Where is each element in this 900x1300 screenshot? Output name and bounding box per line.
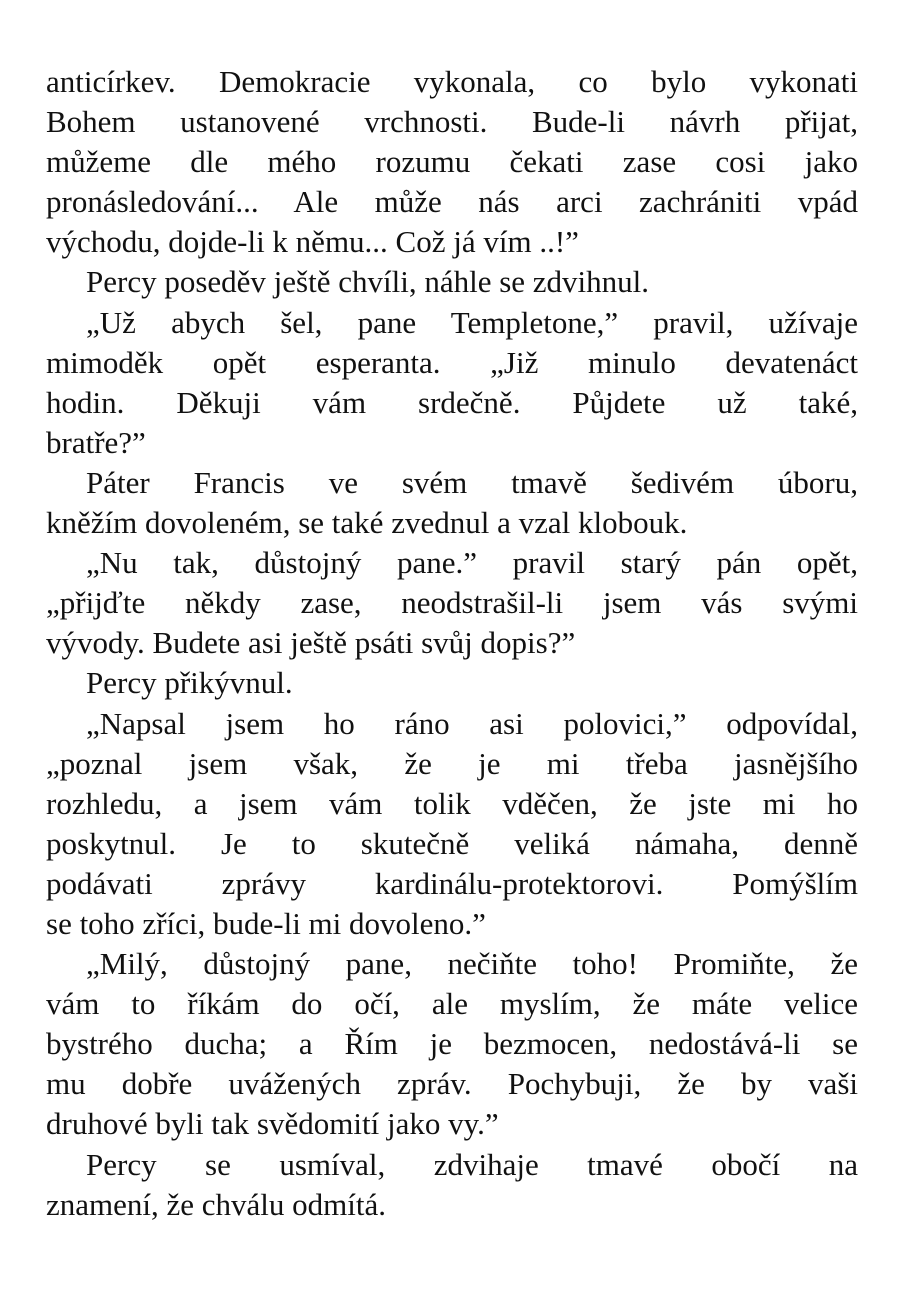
- text-line: mimoděk opět esperanta. „Již minulo devatenáct: [46, 344, 858, 380]
- paragraph: [46, 543, 858, 663]
- paragraph: [46, 303, 858, 463]
- text-line: vám to říkám do očí, ale myslím, že máte velice: [46, 986, 858, 1022]
- paragraph: [46, 463, 858, 543]
- text-line: znamení, že chválu odmítá.: [46, 1186, 387, 1222]
- text-line: „Napsal jsem ho ráno asi polovici,” odpovídal,: [86, 705, 858, 741]
- text-line: se toho zříci, bude-li mi dovoleno.”: [46, 905, 486, 941]
- text-line: „poznal jsem však, že je mi třeba jasnějšího: [46, 745, 858, 781]
- text-line: pronásledování... Ale může nás arci zachrániti vpád: [46, 184, 858, 220]
- text-line: vývody. Budete asi ještě psáti svůj dopis?”: [46, 625, 576, 661]
- text-line: anticírkev. Demokracie vykonala, co bylo vykonati: [46, 64, 858, 99]
- text-line: bratře?”: [46, 424, 146, 460]
- text-line: rozhledu, a jsem vám tolik vděčen, že jste mi ho: [46, 785, 858, 821]
- text-line: „Nu tak, důstojný pane.” pravil starý pán opět,: [86, 545, 858, 581]
- text-line: můžeme dle mého rozumu čekati zase cosi jako: [46, 144, 858, 180]
- paragraph: [46, 663, 858, 703]
- text-line: „přijďte někdy zase, neodstrašil-li jsem vás svými: [46, 585, 858, 621]
- text-line: Percy se usmíval, zdvihaje tmavé obočí na: [86, 1146, 858, 1182]
- text-line: Bohem ustanovené vrchnosti. Bude-li návrh přijat,: [46, 104, 858, 140]
- text-line: „Už abych šel, pane Templetone,” pravil, užívaje: [86, 304, 858, 340]
- text-line: mu dobře uvážených zpráv. Pochybuji, že by vaši: [46, 1066, 858, 1102]
- paragraph: [46, 944, 858, 1144]
- text-line: východu, dojde-li k němu... Což já vím ..!”: [46, 224, 579, 260]
- text-line: druhové byli tak svědomití jako vy.”: [46, 1106, 499, 1142]
- text-line: poskytnul. Je to skutečně veliká námaha, denně: [46, 825, 858, 861]
- paragraph: [46, 704, 858, 945]
- text-line: hodin. Děkuji vám srdečně. Půjdete už také,: [46, 384, 858, 420]
- paragraph: [46, 62, 858, 262]
- text-line: kněžím dovoleném, se také zvednul a vzal klobouk.: [46, 505, 688, 541]
- text-line: podávati zprávy kardinálu-protektorovi. Pomýšlím: [46, 865, 858, 901]
- text-line: Percy poseděv ještě chvíli, náhle se zdvihnul.: [86, 264, 650, 300]
- text-line: „Milý, důstojný pane, nečiňte toho! Promiňte, že: [86, 946, 858, 982]
- text-line: Páter Francis ve svém tmavě šedivém úboru,: [86, 464, 858, 500]
- paragraph: [46, 1145, 858, 1225]
- book-page: [46, 62, 858, 1225]
- paragraph: [46, 262, 858, 302]
- text-line: bystrého ducha; a Řím je bezmocen, nedostává-li se: [46, 1026, 858, 1062]
- text-line: Percy přikývnul.: [86, 665, 293, 701]
